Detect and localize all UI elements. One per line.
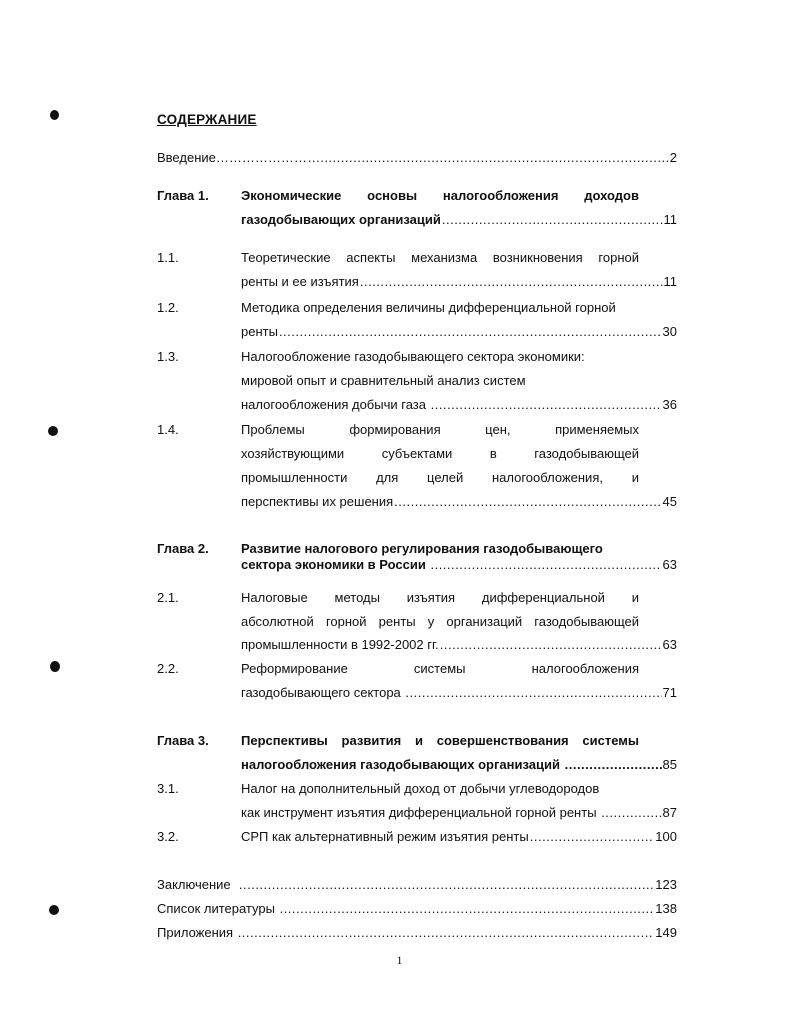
section-title-line: Налогообложение газодобывающего сектора экономики: bbox=[241, 349, 585, 364]
page-title: СОДЕРЖАНИЕ bbox=[157, 112, 257, 127]
section-title-line: Методика определения величины дифференциальной горной bbox=[241, 300, 616, 315]
chapter-number: Глава 3. bbox=[157, 733, 209, 748]
section-title-line: промышленности в 1992-2002 гг. ..... 63 bbox=[241, 636, 677, 654]
section-title-line: перспективы их решения ..... 45 bbox=[241, 493, 677, 511]
section-number: 2.2. bbox=[157, 661, 179, 676]
toc-entry-page: 63 bbox=[662, 557, 677, 572]
chapter-title-line: Развитие налогового регулирования газодобывающего bbox=[241, 541, 603, 556]
chapter-number: Глава 1. bbox=[157, 188, 209, 203]
section-title-line: Теоретические аспекты механизма возникновения горной bbox=[241, 250, 639, 265]
chapter-title-line: газодобывающих организаций ..... 11 bbox=[241, 211, 677, 229]
chapter-title-line: Перспективы развития и совершенствования системы bbox=[241, 733, 639, 748]
toc-entry-page: 11 bbox=[663, 212, 677, 227]
section-number: 3.1. bbox=[157, 781, 179, 796]
toc-entry-page: 30 bbox=[662, 324, 677, 339]
toc-entry-label: Заключение bbox=[157, 877, 231, 892]
section-number: 1.4. bbox=[157, 422, 179, 437]
section-number: 2.1. bbox=[157, 590, 179, 605]
section-title-line: абсолютной горной ренты у организаций газодобывающей bbox=[241, 614, 639, 629]
section-number: 1.2. bbox=[157, 300, 179, 315]
toc-entry-conclusion bbox=[157, 876, 677, 894]
section-title-line: как инструмент изъятия дифференциальной горной ренты ..... 87 bbox=[241, 804, 677, 822]
section-title-line: промышленности для целей налогообложения, и bbox=[241, 470, 639, 485]
toc-entry-page: 100 bbox=[655, 829, 677, 844]
chapter-title-line: налогообложения газодобывающих организаций ..... 85 bbox=[241, 756, 677, 774]
chapter-title-line: Экономические основы налогообложения доходов bbox=[241, 188, 639, 203]
section-title-line: Проблемы формирования цен, применяемых bbox=[241, 422, 639, 437]
section-title-line: газодобывающего сектора ..... 71 bbox=[241, 684, 677, 702]
toc-entry-label: Приложения bbox=[157, 925, 234, 940]
section-number: 1.3. bbox=[157, 349, 179, 364]
section-title-line: хозяйствующими субъектами в газодобывающей bbox=[241, 446, 639, 461]
toc-entry-appendix bbox=[157, 924, 677, 942]
toc-entry-label: Список литературы bbox=[157, 901, 275, 916]
toc-entry-page: 123 bbox=[655, 877, 677, 892]
section-title-line: мировой опыт и сравнительный анализ систем bbox=[241, 373, 526, 388]
toc-entry-page: 87 bbox=[662, 805, 677, 820]
section-title-line: ренты и ее изъятия ..... 11 bbox=[241, 273, 677, 291]
section-title-line: Налог на дополнительный доход от добычи углеводородов bbox=[241, 781, 600, 796]
punch-hole-mark bbox=[50, 110, 59, 120]
toc-entry-page: 45 bbox=[662, 494, 677, 509]
punch-hole-mark bbox=[48, 426, 58, 436]
toc-entry-label: Введение bbox=[157, 150, 216, 165]
section-number: 3.2. bbox=[157, 829, 179, 844]
toc-entry-page: 85 bbox=[662, 757, 677, 772]
toc-entry-bibliography bbox=[157, 900, 677, 918]
section-title-line: Налоговые методы изъятия дифференциальной и bbox=[241, 590, 639, 605]
toc-entry-page: 2 bbox=[669, 150, 677, 165]
toc-entry-gap: ………………… bbox=[215, 150, 307, 165]
toc-entry-page: 11 bbox=[663, 274, 677, 289]
toc-entry-page: 36 bbox=[662, 397, 677, 412]
toc-entry-intro bbox=[157, 149, 677, 167]
punch-hole-mark bbox=[49, 905, 59, 915]
section-title-line: налогообложения добычи газа ..... 36 bbox=[241, 396, 677, 414]
section-title-line: ренты ..... 30 bbox=[241, 323, 677, 341]
toc-entry-page: 138 bbox=[655, 901, 677, 916]
punch-hole-mark bbox=[50, 661, 60, 672]
toc-entry-page: 149 bbox=[655, 925, 677, 940]
toc-entry-page: 71 bbox=[662, 685, 677, 700]
section-title-line: СРП как альтернативный режим изъятия ренты ..... 100 bbox=[241, 828, 677, 846]
toc-entry-page: 63 bbox=[662, 637, 677, 652]
section-title-line: Реформирование системы налогообложения bbox=[241, 661, 639, 676]
chapter-title-line: сектора экономики в России ..... 63 bbox=[241, 556, 677, 574]
section-number: 1.1. bbox=[157, 250, 179, 265]
chapter-number: Глава 2. bbox=[157, 541, 209, 556]
page-number: 1 bbox=[396, 953, 403, 967]
